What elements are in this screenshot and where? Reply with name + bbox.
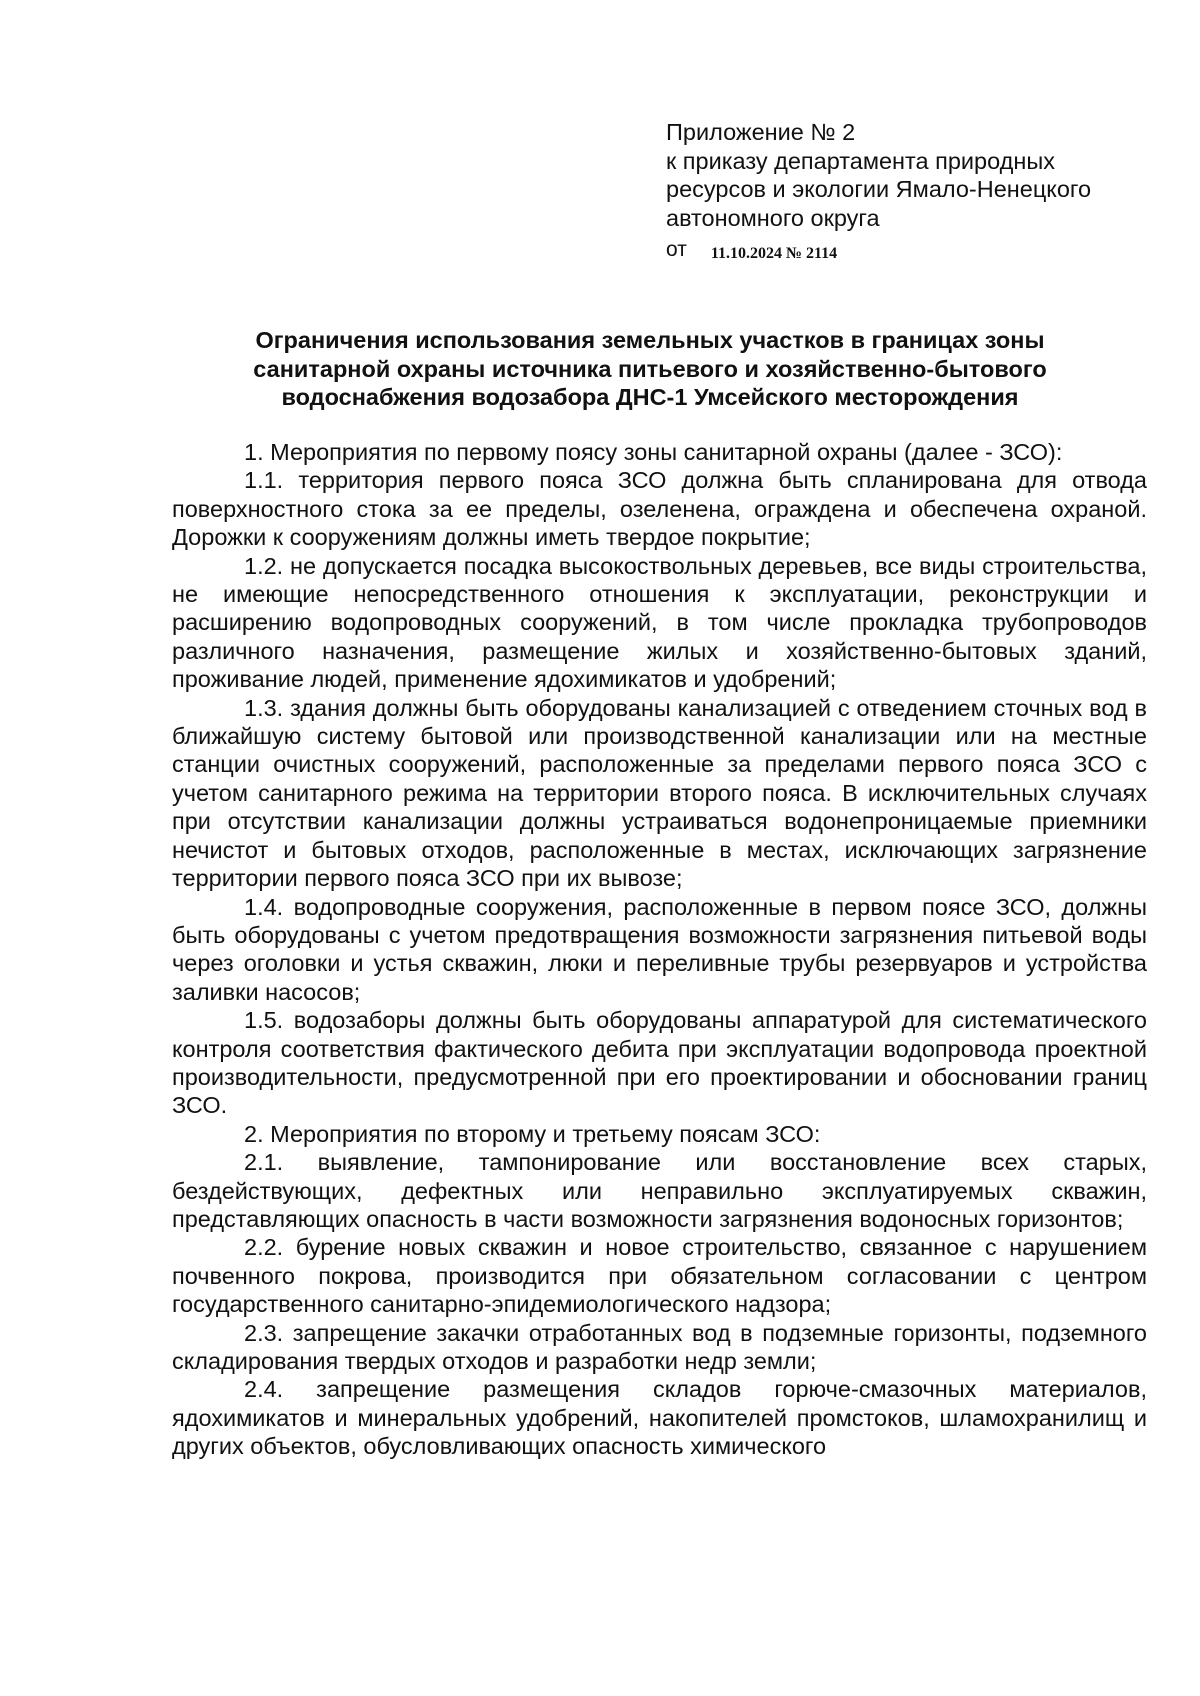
appendix-date-line bbox=[666, 234, 1166, 267]
appendix-ot-label: от bbox=[666, 238, 687, 261]
document-title bbox=[160, 326, 1140, 412]
paragraph: 2.4. запрещение размещения складов горюче-смазочных материалов, ядохимикатов и минеральных удобрений, накопителей промстоков, шламохранилищ и других объектов, обусловливающих опасность химического bbox=[172, 1376, 1147, 1460]
document-body bbox=[172, 438, 1147, 1461]
paragraph: 2.2. бурение новых скважин и новое строительство, связанное с нарушением почвенного покрова, производится при обязательном согласовании с центром государственного санитарно-эпидемиологического надзора; bbox=[172, 1234, 1147, 1318]
paragraph: 1.2. не допускается посадка высокоствольных деревьев, все виды строительства, не имеющие непосредственного отношения к эксплуатации, реконструкции и расширению водопроводных сооружений, в том числе прокладка трубопроводов различного назначения, размещение жилых и хозяйственно-бытовых зданий, проживание людей, применение ядохимикатов и удобрений; bbox=[172, 552, 1147, 693]
paragraph: 2.3. запрещение закачки отработанных вод в подземные горизонты, подземного складирования твердых отходов и разработки недр земли; bbox=[172, 1319, 1147, 1374]
title-line-1: Ограничения использования земельных участков в границах зоны bbox=[255, 327, 1045, 353]
appendix-department: ресурсов и экологии Ямало-Ненецкого bbox=[666, 176, 1092, 202]
appendix-region: автономного округа bbox=[666, 204, 880, 231]
paragraph: 1.1. территория первого пояса ЗСО должна быть спланирована для отвода поверхностного стока за ее пределы, озеленена, ограждена и обеспечена охраной. Дорожки к сооружениям должны иметь твердое покрытие; bbox=[172, 467, 1147, 551]
paragraph: 1.3. здания должны быть оборудованы канализацией с отведением сточных вод в ближайшую систему бытовой или производственной канализации или на местные станции очистных сооружений, расположенные за пределами первого пояса ЗСО с учетом санитарного режима на территории второго пояса. В исключительных случаях при отсутствии канализации должны устраиваться водонепроницаемые приемники нечистот и бытовых отходов, расположенные в местах, исключающих загрязнение территории первого пояса ЗСО при их вывозе; bbox=[172, 694, 1147, 892]
appendix-order-ref: к приказу департамента природных bbox=[666, 147, 1056, 174]
appendix-date-number: 11.10.2024 № 2114 bbox=[710, 245, 838, 262]
appendix-header bbox=[666, 118, 1166, 267]
paragraph: 1.5. водозаборы должны быть оборудованы аппаратурой для систематического контроля соответствия фактического дебита при эксплуатации водопровода проектной производительности, предусмотренной при его проектировании и обосновании границ ЗСО. bbox=[172, 1007, 1147, 1119]
appendix-number: Приложение № 2 bbox=[666, 119, 856, 145]
title-line-2: санитарной охраны источника питьевого и хозяйственно-бытового bbox=[253, 355, 1047, 382]
title-line-3: водоснабжения водозабора ДНС-1 Умсейского месторождения bbox=[281, 384, 1019, 410]
paragraph: 1.4. водопроводные сооружения, расположенные в первом поясе ЗСО, должны быть оборудованы с учетом предотвращения возможности загрязнения питьевой воды через оголовки и устья скважин, люки и переливные трубы резервуаров и устройства заливки насосов; bbox=[172, 893, 1147, 1005]
paragraph: 2. Мероприятия по второму и третьему поясам ЗСО: bbox=[244, 1120, 821, 1147]
paragraph: 1. Мероприятия по первому поясу зоны санитарной охраны (далее - ЗСО): bbox=[244, 439, 1063, 465]
paragraph: 2.1. выявление, тампонирование или восстановление всех старых, бездействующих, дефектных или неправильно эксплуатируемых скважин, представляющих опасность в части возможности загрязнения водоносных горизонтов; bbox=[172, 1149, 1147, 1232]
